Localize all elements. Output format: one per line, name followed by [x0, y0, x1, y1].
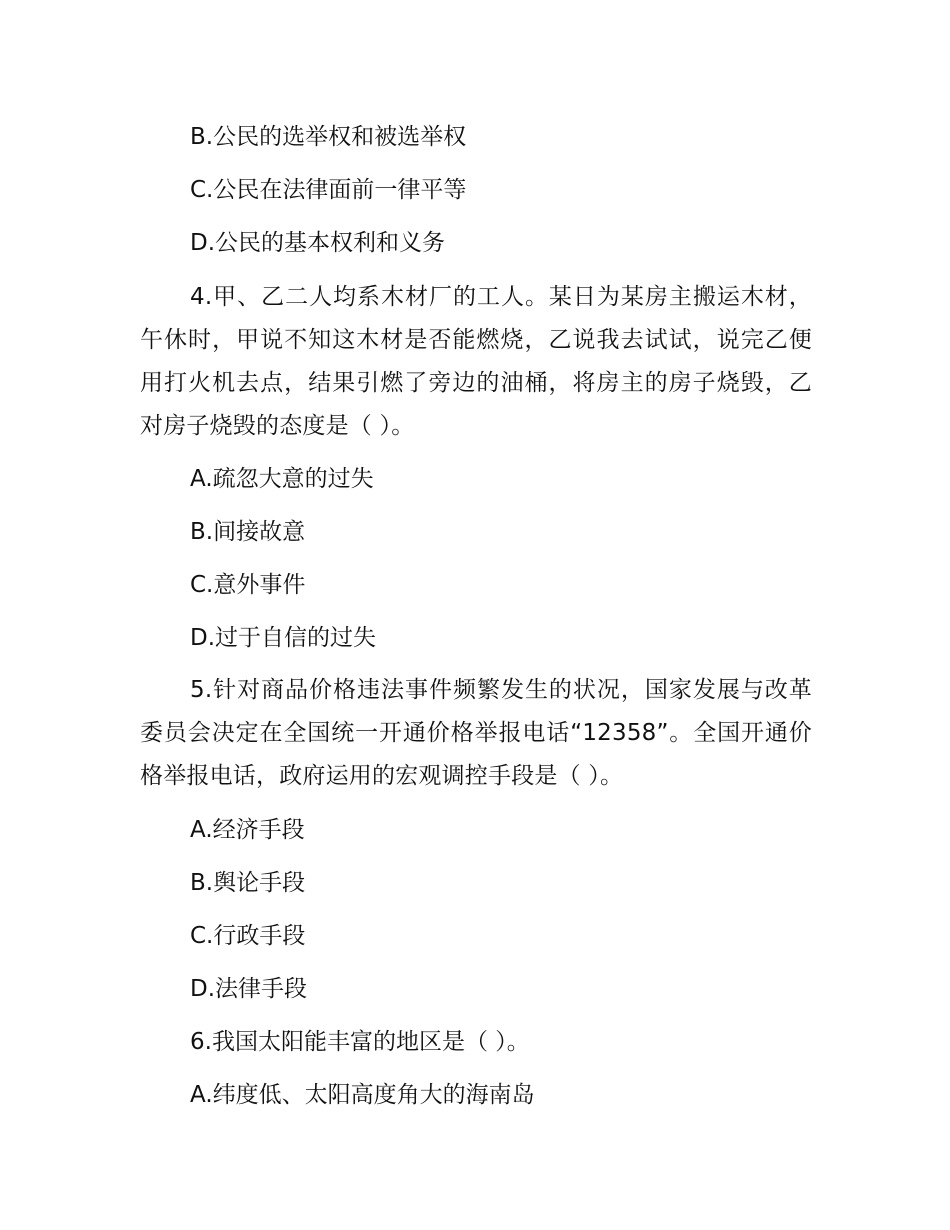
- q5-option-a: A.经济手段: [190, 817, 305, 843]
- q3-option-d: D.公民的基本权利和义务: [190, 230, 446, 256]
- q5-option-c: C.行政手段: [190, 923, 306, 949]
- q6-option-a: A.纬度低、太阳高度角大的海南岛: [190, 1082, 535, 1108]
- q4-option-b: B.间接故意: [190, 519, 306, 545]
- q5-option-b: B.舆论手段: [190, 870, 306, 896]
- q4-stem: 4.甲、乙二人均系木材厂的工人。某日为某房主搬运木材，午休时，甲说不知这木材是否能燃烧，乙说我去试试，说完乙便用打火机去点，结果引燃了旁边的油桶，将房主的房子烧毁，乙对房子烧毁的态度是（ ）。: [140, 284, 812, 439]
- q5-option-d: D.法律手段: [190, 976, 308, 1002]
- q6-stem: 6.我国太阳能丰富的地区是（ ）。: [190, 1029, 530, 1055]
- q4-option-a: A.疏忽大意的过失: [190, 466, 374, 492]
- q3-option-c: C.公民在法律面前一律平等: [190, 177, 467, 203]
- q4-option-d: D.过于自信的过失: [190, 625, 377, 651]
- q3-option-b: B.公民的选举权和被选举权: [190, 124, 467, 150]
- q4-option-c: C.意外事件: [190, 572, 306, 598]
- q5-stem: 5.针对商品价格违法事件频繁发生的状况，国家发展与改革委员会决定在全国统一开通价格举报电话“12358”。全国开通价格举报电话，政府运用的宏观调控手段是（ ）。: [140, 677, 812, 789]
